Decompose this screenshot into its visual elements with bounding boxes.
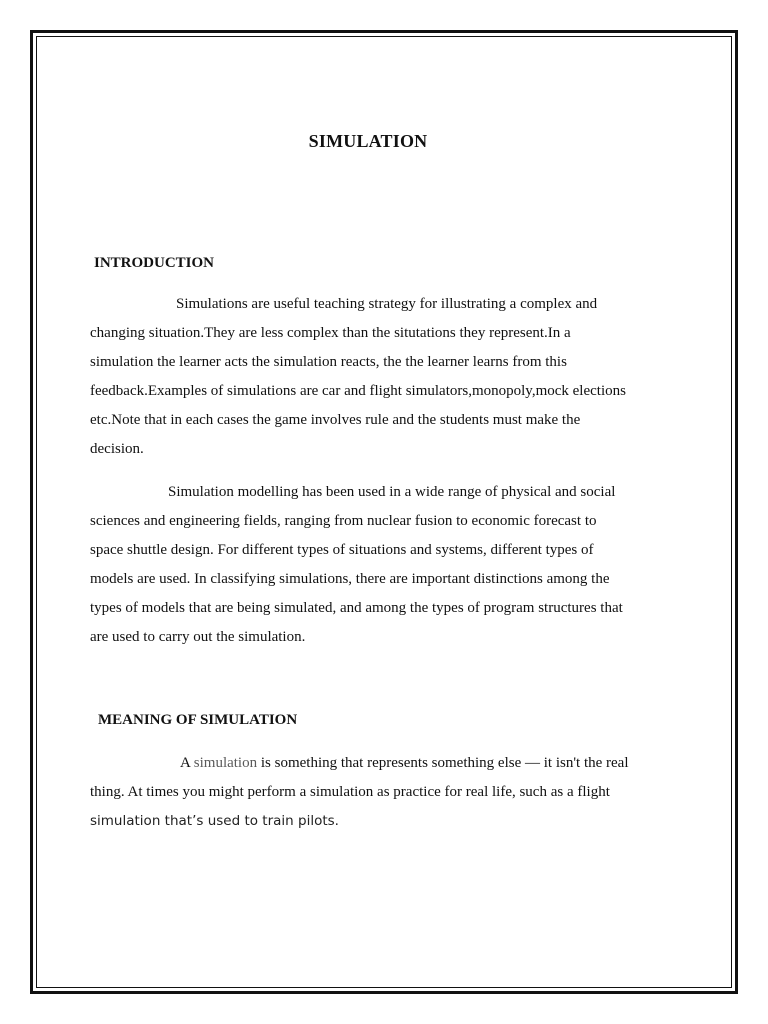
text-line: Simulations are useful teaching strategy for illustrating a complex and bbox=[176, 296, 598, 312]
text-fragment: A bbox=[180, 755, 194, 771]
paragraph-introduction-1 bbox=[90, 290, 690, 464]
simulation-link[interactable]: simulation bbox=[193, 755, 258, 771]
text-line: etc.Note that in each cases the game involves rule and the students must make the bbox=[90, 412, 581, 428]
section-heading-meaning: MEANING OF SIMULATION bbox=[98, 712, 298, 728]
text-line: space shuttle design. For different types of situations and systems, different types of bbox=[90, 542, 594, 558]
text-line: sciences and engineering fields, ranging from nuclear fusion to economic forecast to bbox=[90, 513, 597, 529]
text-line: simulation the learner acts the simulation reacts, the the learner learns from this bbox=[90, 354, 567, 370]
text-line: types of models that are being simulated, and among the types of program structures that bbox=[90, 600, 623, 616]
text-line: decision. bbox=[90, 441, 144, 457]
text-line: feedback.Examples of simulations are car and flight simulators,monopoly,mock elections bbox=[90, 383, 626, 399]
paragraph-introduction-2 bbox=[90, 478, 690, 652]
text-line: simulation that’s used to train pilots. bbox=[90, 813, 339, 829]
text-line: changing situation.They are less complex than the situtations they represent.In a bbox=[90, 325, 571, 341]
section-heading-introduction: INTRODUCTION bbox=[94, 255, 215, 271]
text-fragment: is something that represents something else — it isn't the real bbox=[257, 755, 629, 771]
text-line: Simulation modelling has been used in a wide range of physical and social bbox=[168, 484, 616, 500]
text-line: thing. At times you might perform a simulation as practice for real life, such as a flight bbox=[90, 784, 610, 800]
text-line: are used to carry out the simulation. bbox=[90, 629, 306, 645]
text-line: models are used. In classifying simulations, there are important distinctions among the bbox=[90, 571, 610, 587]
document-title: SIMULATION bbox=[308, 131, 428, 151]
text-line bbox=[90, 749, 690, 778]
paragraph-meaning bbox=[90, 749, 690, 836]
